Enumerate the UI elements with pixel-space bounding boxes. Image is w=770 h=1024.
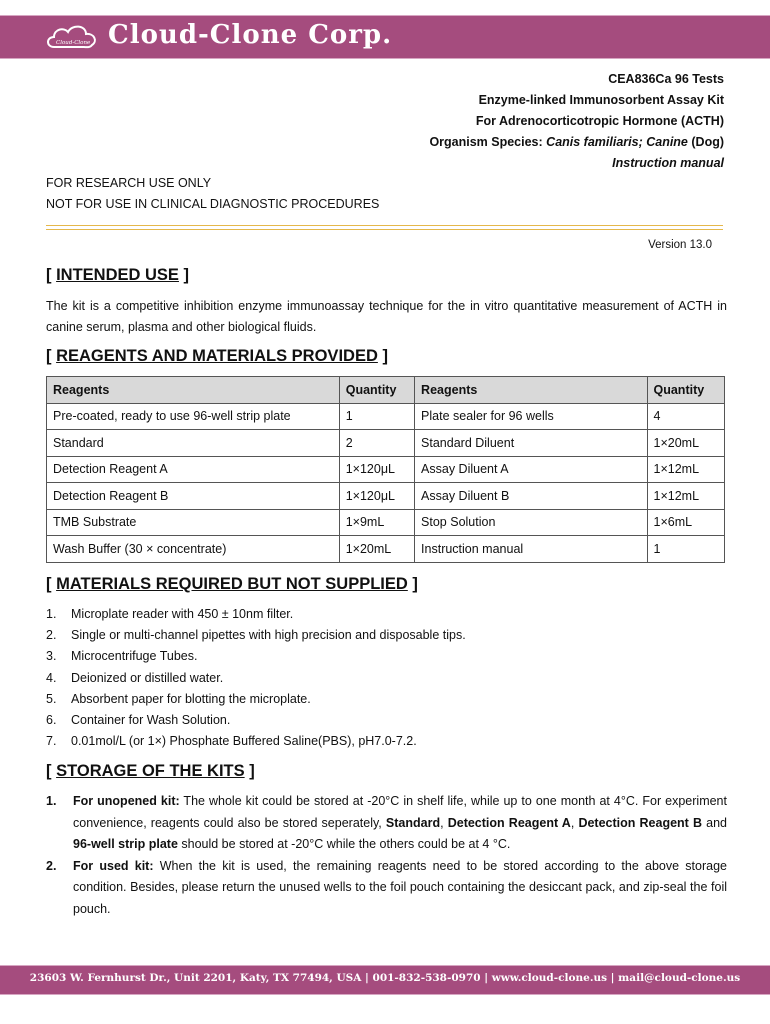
table-row	[47, 509, 725, 536]
column-header: Quantity	[339, 377, 414, 404]
bold-term: Detection Reagent B	[578, 815, 702, 830]
list-text: Microplate reader with 450 ± 10nm filter.	[71, 607, 294, 621]
table-cell: Assay Diluent B	[415, 483, 647, 510]
species-value: Canis familiaris; Canine	[546, 135, 688, 149]
table-cell: Detection Reagent A	[47, 456, 340, 483]
list-item	[46, 604, 466, 625]
list-item	[46, 689, 466, 710]
storage-item-unopened	[46, 791, 727, 856]
table-row	[47, 456, 725, 483]
heading-reagents: [ REAGENTS AND MATERIALS PROVIDED ]	[46, 347, 388, 365]
table-cell: 1×120μL	[339, 456, 414, 483]
notice-line-2: NOT FOR USE IN CLINICAL DIAGNOSTIC PROCEDURES	[46, 197, 380, 211]
list-number: 7.	[46, 734, 57, 749]
list-item	[46, 731, 466, 752]
list-item	[46, 710, 466, 731]
heading-required-materials: [ MATERIALS REQUIRED BUT NOT SUPPLIED ]	[46, 575, 418, 593]
separator: ,	[570, 815, 579, 830]
list-number: 2.	[46, 858, 57, 873]
table-cell: 4	[647, 403, 725, 430]
table-cell: 1×120μL	[339, 483, 414, 510]
brand-name: Cloud-Clone Corp.	[108, 20, 393, 50]
table-cell: TMB Substrate	[47, 509, 340, 536]
table-row	[47, 536, 725, 563]
table-cell: 1×9mL	[339, 509, 414, 536]
storage-text: The whole kit could be stored at -20°C in shelf life, while up to one month at 4°C. For experiment convenience, reagents could also be stored seperately,	[73, 794, 727, 830]
table-cell: Instruction manual	[415, 536, 647, 563]
doc-type: Instruction manual	[612, 156, 724, 170]
kit-target: For Adrenocorticotropic Hormone (ACTH)	[475, 114, 724, 128]
cloud-logo-icon	[44, 21, 102, 53]
list-number: 2.	[46, 628, 57, 643]
divider	[46, 225, 723, 230]
list-number: 1.	[46, 794, 57, 808]
list-number: 3.	[46, 649, 57, 664]
heading-intended-use: [ INTENDED USE ]	[46, 266, 190, 284]
column-header: Reagents	[415, 377, 647, 404]
storage-text: should be stored at -20°C while the others could be at 4 °C.	[177, 837, 511, 851]
column-header: Quantity	[647, 377, 725, 404]
research-notice	[46, 173, 379, 215]
table-row	[47, 403, 725, 430]
table-cell: 1×6mL	[647, 509, 725, 536]
table-header-row	[47, 377, 725, 404]
list-number: 6.	[46, 713, 57, 728]
table-cell: 1	[339, 403, 414, 430]
footer-band	[0, 965, 770, 995]
storage-text: When the kit is used, the remaining reagents need to be stored according to the above storage condition. Besides, please return the unused wells to the foil pouch containing the desiccant pack, and zip-seal the foil pouch.	[73, 858, 727, 916]
table-cell: 2	[339, 430, 414, 457]
bold-term: 96-well strip plate	[73, 837, 178, 851]
table-cell: Detection Reagent B	[47, 483, 340, 510]
list-number: 4.	[46, 670, 57, 685]
table-cell: 1	[647, 536, 725, 563]
notice-line-1: FOR RESEARCH USE ONLY	[46, 176, 212, 190]
list-item	[46, 668, 466, 689]
list-number: 5.	[46, 691, 57, 706]
kit-title: Enzyme-linked Immunosorbent Assay Kit	[478, 93, 724, 107]
list-text: Deionized or distilled water.	[71, 670, 224, 685]
species-common: (Dog)	[691, 135, 724, 149]
logo-text: Cloud-Clone	[56, 40, 91, 46]
table-row	[47, 430, 725, 457]
table-cell: Pre-coated, ready to use 96-well strip plate	[47, 403, 340, 430]
reagents-table	[46, 376, 725, 563]
list-text: Absorbent paper for blotting the microplate.	[71, 691, 311, 706]
version-label: Version 13.0	[648, 239, 712, 251]
table-cell: 1×20mL	[647, 430, 725, 457]
table-cell: Assay Diluent A	[415, 456, 647, 483]
storage-item-used	[46, 856, 727, 921]
organism-species	[429, 132, 724, 153]
table-cell: 1×12mL	[647, 456, 725, 483]
storage-label: For used kit:	[73, 858, 154, 873]
required-materials-list	[46, 604, 466, 752]
table-cell: Standard Diluent	[415, 430, 647, 457]
table-cell: Stop Solution	[415, 509, 647, 536]
bold-term: Standard	[385, 815, 441, 830]
kit-meta	[429, 69, 724, 174]
column-header: Reagents	[47, 377, 340, 404]
header-band	[0, 15, 770, 59]
list-text: Microcentrifuge Tubes.	[71, 649, 198, 664]
intended-use-text: The kit is a competitive inhibition enzyme immunoassay technique for the in vitro quantitative measurement of ACTH in canine serum, plasma and other biological fluids.	[46, 299, 727, 334]
storage-label: For unopened kit:	[73, 794, 180, 808]
table-cell: Wash Buffer (30 × concentrate)	[47, 536, 340, 563]
list-text: Single or multi-channel pipettes with high precision and disposable tips.	[71, 628, 466, 643]
list-text: 0.01mol/L (or 1×) Phosphate Buffered Saline(PBS), pH7.0-7.2.	[71, 734, 417, 749]
catalog-line: CEA836Ca 96 Tests	[608, 72, 724, 86]
footer-contact: 23603 W. Fernhurst Dr., Unit 2201, Katy, TX 77494, USA | 001-832-538-0970 | www.cloud-clone.us | mail@cloud-clone.us	[29, 972, 741, 984]
separator: ,	[440, 815, 448, 830]
separator: and	[702, 815, 727, 830]
list-item	[46, 625, 466, 646]
table-row	[47, 483, 725, 510]
table-cell: 1×20mL	[339, 536, 414, 563]
table-cell: Standard	[47, 430, 340, 457]
table-cell: 1×12mL	[647, 483, 725, 510]
heading-storage: [ STORAGE OF THE KITS ]	[46, 762, 255, 780]
table-cell: Plate sealer for 96 wells	[415, 403, 647, 430]
list-number: 1.	[46, 607, 57, 621]
bold-term: Detection Reagent A	[447, 815, 571, 830]
list-text: Container for Wash Solution.	[71, 713, 231, 728]
storage-section	[46, 791, 727, 920]
list-item	[46, 646, 466, 667]
species-label: Organism Species:	[429, 135, 543, 149]
